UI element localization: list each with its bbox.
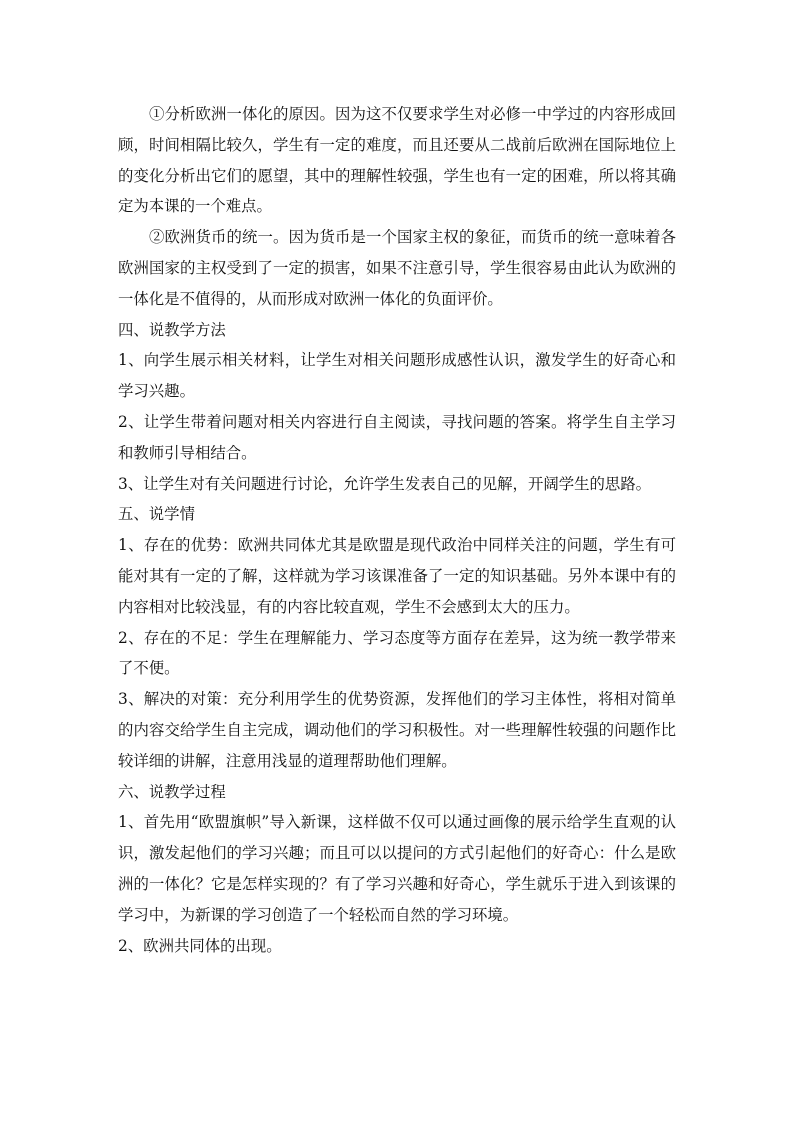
paragraph-method-1: 1、向学生展示相关材料，让学生对相关问题形成感性认识，激发学生的好奇心和学习兴趣。	[118, 351, 676, 401]
paragraph-students-1: 1、存在的优势：欧洲共同体尤其是欧盟是现代政治中同样关注的问题，学生有可能对其有一定的了解，这样就为学习该课准备了一定的知识基础。另外本课中有的内容相对比较浅显，有的内容比较直观，学生不会感到太大的压力。	[118, 536, 676, 616]
paragraph-difficulty-1: ①分析欧洲一体化的原因。因为这不仅要求学生对必修一中学过的内容形成回顾，时间相隔比较久，学生有一定的难度，而且还要从二战前后欧洲在国际地位上的变化分析出它们的愿望，其中的理解性较强，学生也有一定的困难，所以将其确定为本课的一个难点。	[118, 105, 676, 216]
paragraph-students-3: 3、解决的对策：充分利用学生的优势资源，发挥他们的学习主体性，将相对简单的内容交给学生自主完成，调动他们的学习积极性。对一些理解性较强的问题作比较详细的讲解，注意用浅显的道理帮助他们理解。	[118, 690, 676, 770]
paragraph-method-3: 3、让学生对有关问题进行讨论，允许学生发表自己的见解，开阔学生的思路。	[118, 474, 652, 493]
section-heading-methods: 四、说教学方法	[118, 320, 226, 339]
paragraph-method-2: 2、让学生带着问题对相关内容进行自主阅读，寻找问题的答案。将学生自主学习和教师引导相结合。	[118, 412, 676, 462]
paragraph-process-1: 1、首先用“欧盟旗帜”导入新课，这样做不仅可以通过画像的展示给学生直观的认识，激发起他们的学习兴趣；而且可以以提问的方式引起他们的好奇心：什么是欧洲的一体化？它是怎样实现的？有了学习兴趣和好奇心，学生就乐于进入到该课的学习中，为新课的学习创造了一个轻松而自然的学习环境。	[118, 813, 676, 924]
paragraph-process-2: 2、欧洲共同体的出现。	[118, 936, 282, 955]
document-page	[118, 99, 676, 961]
section-heading-students: 五、说学情	[118, 505, 195, 524]
section-heading-process: 六、说教学过程	[118, 782, 226, 801]
paragraph-students-2: 2、存在的不足：学生在理解能力、学习态度等方面存在差异，这为统一教学带来了不便。	[118, 628, 676, 678]
paragraph-difficulty-2: ②欧洲货币的统一。因为货币是一个国家主权的象征，而货币的统一意味着各欧洲国家的主权受到了一定的损害，如果不注意引导，学生很容易由此认为欧洲的一体化是不值得的，从而形成对欧洲一体化的负面评价。	[118, 228, 676, 308]
